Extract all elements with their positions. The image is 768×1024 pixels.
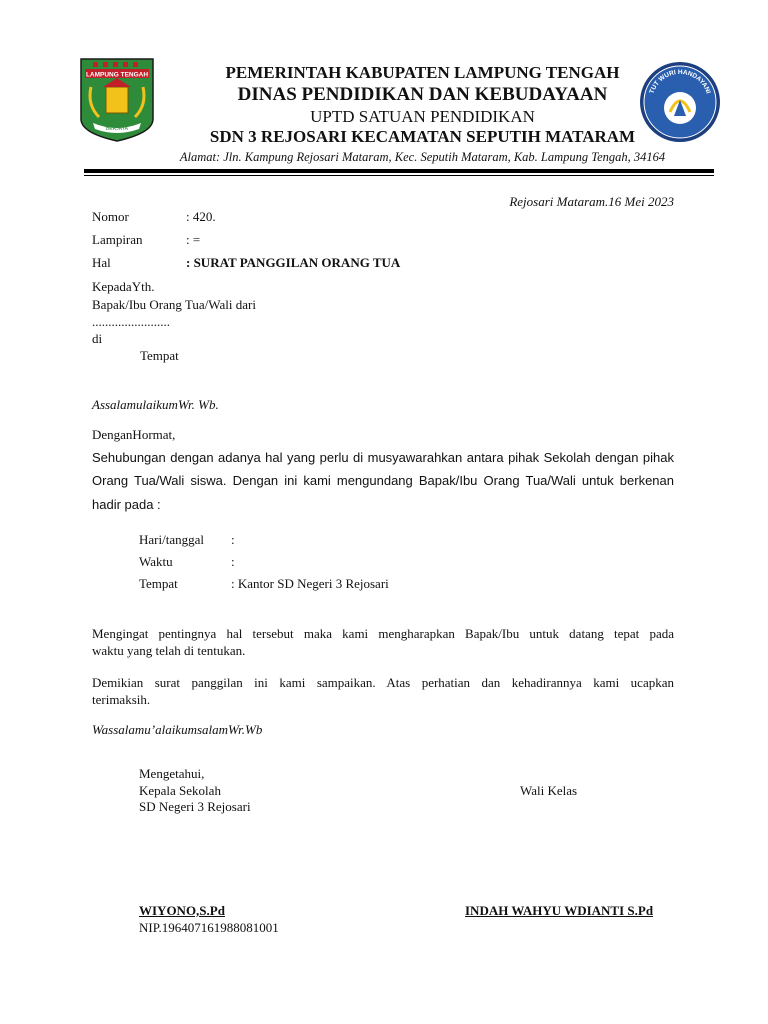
- header-address: Alamat: Jln. Kampung Rejosari Mataram, Kec. Seputih Mataram, Kab. Lampung Tengah, 34164: [179, 150, 666, 164]
- paragraph1-line1: Sehubungan dengan adanya hal yang perlu di musyawarahkan antara pihak Sekolah dengan pihak: [92, 450, 674, 465]
- recipient-line2: Bapak/Ibu Orang Tua/Wali dari: [92, 297, 256, 312]
- header-divider-thick: [84, 169, 714, 173]
- meta-label-hal: Hal: [92, 255, 111, 270]
- detail-value-date: :: [231, 532, 235, 547]
- detail-label-time: Waktu: [139, 554, 173, 569]
- logo-right-text: TUT WURI HANDAYANI: [648, 68, 712, 95]
- meta-value-nomor: : 420.: [186, 209, 216, 224]
- header-government: PEMERINTAH KABUPATEN LAMPUNG TENGAH: [225, 63, 620, 82]
- meta-value-hal: : SURAT PANGGILAN ORANG TUA: [186, 255, 401, 270]
- paragraph1-line3: hadir pada :: [92, 497, 161, 512]
- detail-label-date: Hari/tanggal: [139, 532, 204, 547]
- header-unit: UPTD SATUAN PENDIDIKAN: [310, 107, 535, 126]
- sign-right-title: Wali Kelas: [520, 783, 578, 798]
- recipient-di: di: [92, 331, 103, 346]
- detail-label-place: Tempat: [139, 576, 178, 591]
- recipient-name-blank: ........................: [92, 314, 170, 329]
- sign-right-name: INDAH WAHYU WDIANTI S.Pd: [465, 903, 654, 918]
- paragraph2-line2: waktu yang telah di tentukan.: [92, 643, 246, 658]
- paragraph3-line2: terimaksih.: [92, 692, 151, 707]
- salutation: DenganHormat,: [92, 427, 176, 442]
- recipient-line1: KepadaYth.: [92, 279, 155, 294]
- logo-left-top-text: LAMPUNG TENGAH: [85, 71, 149, 79]
- meta-label-nomor: Nomor: [92, 209, 129, 224]
- sign-left-line3: SD Negeri 3 Rejosari: [139, 799, 251, 814]
- sign-left-line1: Mengetahui,: [139, 766, 205, 781]
- paragraph3-line1: Demikian surat panggilan ini kami sampaikan. Atas perhatian dan kehadirannya kami ucapkan: [92, 675, 674, 690]
- paragraph2-line1: Mengingat pentingnya hal tersebut maka kami mengharapkan Bapak/Ibu untuk datang tepat pada: [92, 626, 674, 641]
- sign-left-name: WIYONO,S.Pd: [139, 903, 225, 918]
- meta-label-lampiran: Lampiran: [92, 232, 143, 247]
- paragraph1-line2: Orang Tua/Wali siswa. Dengan ini kami mengundang Bapak/Ibu Orang Tua/Wali untuk berkenan: [92, 473, 674, 488]
- recipient-place: Tempat: [140, 348, 179, 363]
- sign-left-nip: NIP.196407161988081001: [139, 920, 279, 935]
- header-department: DINAS PENDIDIKAN DAN KEBUDAYAAN: [237, 84, 608, 105]
- closing-greeting: Wassalamu’alaikumsalamWr.Wb: [92, 722, 263, 737]
- header-divider-thin: [84, 175, 714, 176]
- meta-value-lampiran: : =: [186, 232, 201, 247]
- place-date: Rejosari Mataram.16 Mei 2023: [509, 194, 674, 209]
- opening-greeting: AssalamulaikumWr. Wb.: [92, 397, 219, 412]
- detail-value-time: :: [231, 554, 235, 569]
- logo-left-bottom-text: BERJAYA: [105, 126, 129, 132]
- detail-value-place: : Kantor SD Negeri 3 Rejosari: [231, 576, 389, 591]
- sign-left-line2: Kepala Sekolah: [139, 783, 221, 798]
- header-school: SDN 3 REJOSARI KECAMATAN SEPUTIH MATARAM: [209, 127, 636, 146]
